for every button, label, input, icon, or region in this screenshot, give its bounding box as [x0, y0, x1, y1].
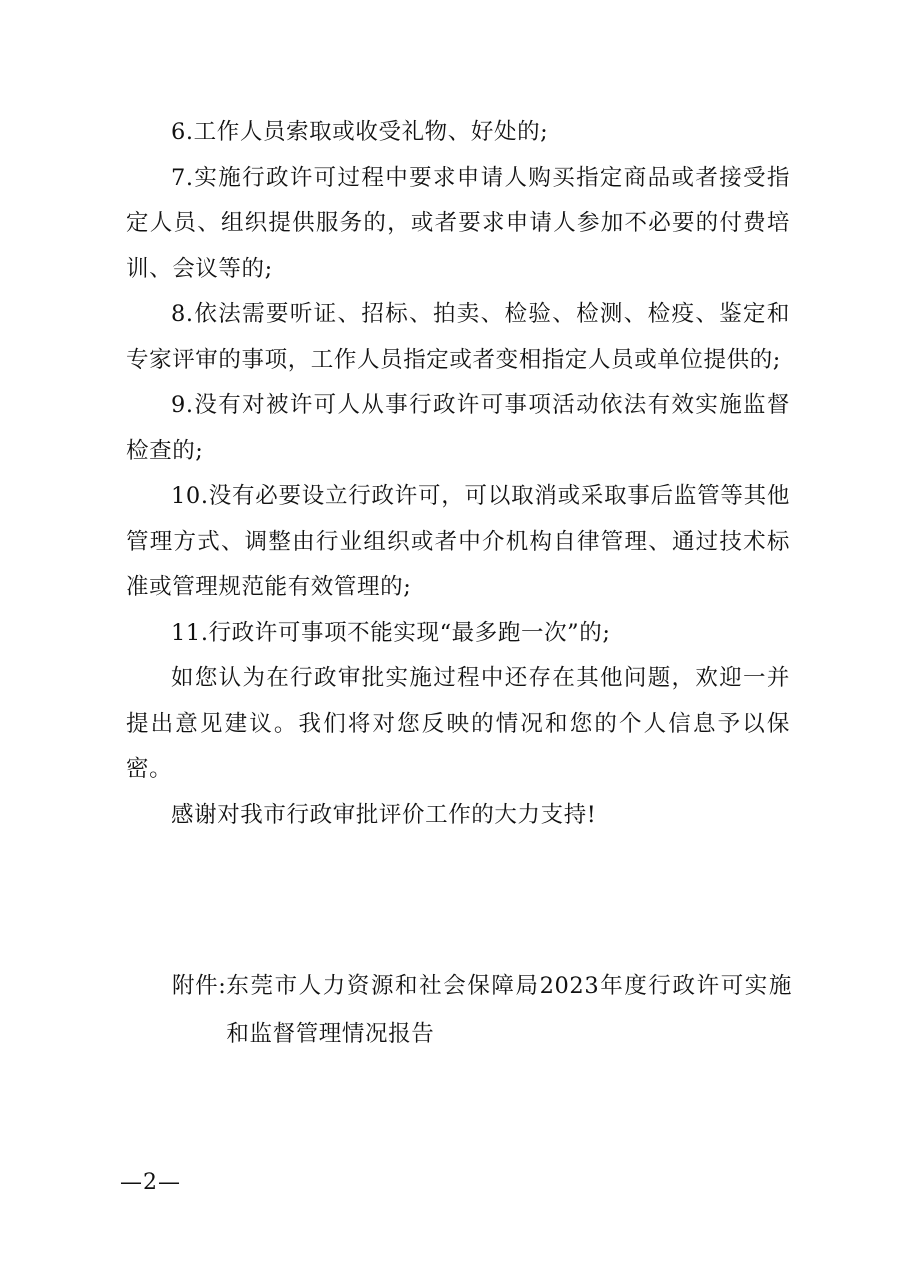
page-number: —2—: [120, 1170, 181, 1195]
paragraph-item-6: 6.工作人员索取或收受礼物、好处的;: [171, 119, 549, 145]
attachment-note: [172, 962, 792, 1058]
paragraph-feedback-request: 如您认为在行政审批实施过程中还存在其他问题，欢迎一并提出意见建议。我们将对您反映的情况和您的个人信息予以保密。: [126, 665, 790, 782]
document-body: [126, 110, 790, 838]
attachment-title: 东莞市人力资源和社会保障局2023年度行政许可实施和监督管理情况报告: [226, 973, 792, 1047]
paragraph-item-8: 8.依法需要听证、招标、拍卖、检验、检测、检疫、鉴定和专家评审的事项，工作人员指定或者变相指定人员或单位提供的;: [126, 301, 790, 373]
paragraph-thanks: 感谢对我市行政审批评价工作的大力支持!: [171, 801, 597, 828]
paragraph-item-11: 11.行政许可事项不能实现“最多跑一次”的;: [171, 619, 611, 646]
attachment-label: 附件:: [172, 973, 227, 999]
paragraph-item-7: 7.实施行政许可过程中要求申请人购买指定商品或者接受指定人员、组织提供服务的，或者要求申请人参加不必要的付费培训、会议等的;: [126, 164, 790, 282]
paragraph-item-9: 9.没有对被许可人从事行政许可事项活动依法有效实施监督检查的;: [126, 392, 790, 464]
paragraph-item-10: 10.没有必要设立行政许可，可以取消或采取事后监管等其他管理方式、调整由行业组织或者中介机构自律管理、通过技术标准或管理规范能有效管理的;: [126, 483, 790, 600]
